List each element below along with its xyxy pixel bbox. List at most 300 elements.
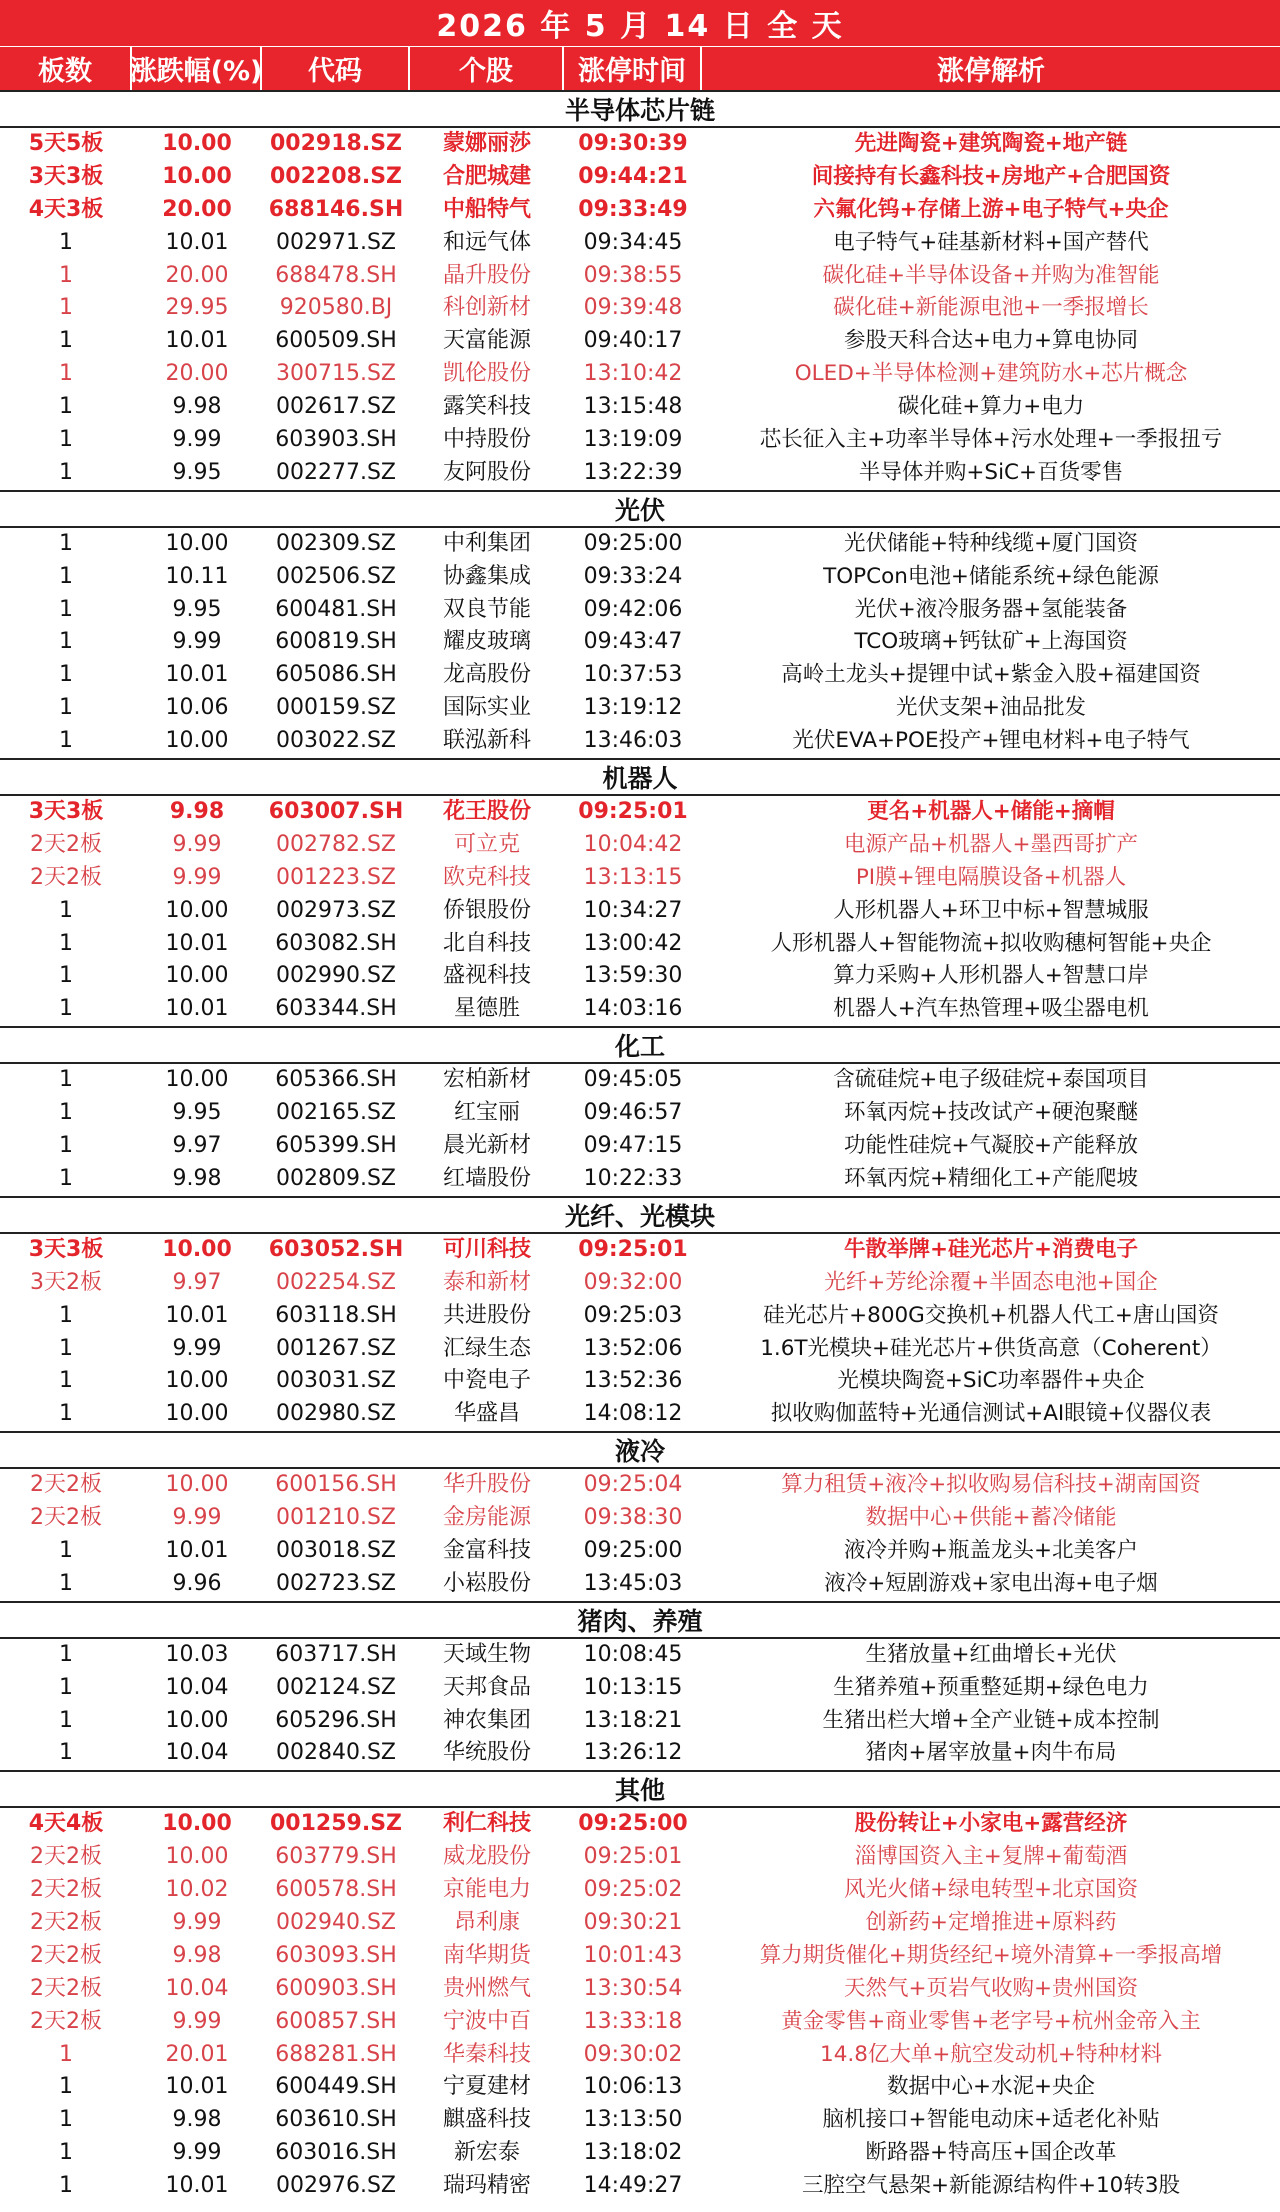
cell-change: 10.01	[165, 930, 229, 956]
cell-time: 13:33:18	[583, 2008, 683, 2034]
cell-boards: 1	[59, 2140, 73, 2166]
cell-reason: 断路器+特高压+国企改革	[865, 2140, 1117, 2166]
table-row	[0, 1973, 1280, 2006]
header-code: 代码	[262, 47, 410, 90]
cell-change: 10.00	[165, 1067, 229, 1093]
cell-boards: 1	[59, 427, 73, 453]
cell-change: 10.00	[165, 1472, 229, 1498]
section-heading: 半导体芯片链	[0, 92, 1280, 128]
cell-stock: 合肥城建	[442, 163, 531, 189]
cell-time: 09:30:21	[583, 1909, 683, 1935]
cell-boards: 3天3板	[28, 1236, 104, 1262]
table-row	[0, 1502, 1280, 1535]
table-row	[0, 960, 1280, 993]
cell-time: 09:25:00	[583, 530, 683, 556]
cell-boards: 2天2板	[30, 1472, 102, 1498]
cell-reason: 人形机器人+环卫中标+智慧城服	[833, 897, 1149, 923]
cell-boards: 1	[59, 662, 73, 688]
cell-time: 10:34:27	[583, 897, 683, 923]
cell-boards: 1	[59, 2107, 73, 2133]
table-row	[0, 594, 1280, 627]
cell-reason: 生猪出栏大增+全产业链+成本控制	[822, 1707, 1160, 1733]
table-row	[0, 659, 1280, 692]
table-row	[0, 1234, 1280, 1267]
table-row	[0, 796, 1280, 829]
cell-stock: 新宏泰	[453, 2140, 520, 2166]
cell-time: 09:38:30	[583, 1505, 683, 1531]
cell-stock: 麒盛科技	[442, 2107, 531, 2133]
cell-boards: 1	[59, 530, 73, 556]
table-row	[0, 1907, 1280, 1940]
cell-time: 09:25:03	[583, 1302, 683, 1328]
section-heading: 光伏	[0, 492, 1280, 528]
cell-code: 001259.SZ	[270, 1811, 402, 1837]
cell-boards: 1	[59, 229, 73, 255]
cell-time: 09:47:15	[583, 1133, 683, 1159]
table-row	[0, 358, 1280, 391]
cell-reason: 半导体并购+SiC+百货零售	[858, 459, 1124, 485]
cell-boards: 3天2板	[30, 1269, 102, 1295]
section-heading: 化工	[0, 1028, 1280, 1064]
header-stock: 个股	[410, 47, 564, 90]
cell-change: 9.99	[172, 629, 222, 655]
cell-boards: 4天4板	[28, 1811, 104, 1837]
cell-boards: 2天2板	[30, 1844, 102, 1870]
section	[0, 1770, 1280, 2203]
header-reason: 涨停解析	[937, 56, 1045, 87]
cell-code: 920580.BJ	[279, 295, 393, 321]
cell-reason: 数据中心+水泥+央企	[886, 2074, 1096, 2100]
cell-reason: 风光火储+绿电转型+北京国资	[843, 1877, 1139, 1903]
cell-change: 10.00	[165, 1368, 229, 1394]
cell-change: 10.01	[165, 1302, 229, 1328]
cell-stock: 北自科技	[442, 930, 531, 956]
cell-reason: 14.8亿大单+航空发动机+特种材料	[820, 2041, 1162, 2067]
cell-code: 603093.SH	[275, 1942, 397, 1968]
cell-stock: 中持股份	[442, 427, 531, 453]
cell-time: 10:04:42	[583, 831, 683, 857]
cell-reason: 六氟化钨+存储上游+电子特气+央企	[813, 196, 1169, 222]
cell-boards: 1	[59, 262, 73, 288]
table-row	[0, 1705, 1280, 1738]
cell-time: 13:00:42	[583, 930, 683, 956]
cell-reason: 算力租赁+液冷+拟收购易信科技+湖南国资	[781, 1472, 1201, 1498]
cell-boards: 1	[59, 1368, 73, 1394]
cell-stock: 联泓新科	[442, 728, 531, 754]
cell-time: 10:13:15	[583, 1674, 683, 1700]
cell-change: 9.98	[172, 1165, 222, 1191]
cell-time: 09:46:57	[583, 1100, 683, 1126]
table-row	[0, 1097, 1280, 1130]
section-heading: 光纤、光模块	[0, 1198, 1280, 1234]
cell-change: 9.97	[172, 1269, 222, 1295]
cell-change: 9.99	[172, 2140, 222, 2166]
table-row	[0, 1333, 1280, 1366]
cell-change: 9.99	[172, 1505, 222, 1531]
cell-change: 9.98	[172, 1942, 222, 1968]
cell-stock: 中瓷电子	[442, 1368, 531, 1394]
cell-reason: 碳化硅+算力+电力	[897, 394, 1085, 420]
cell-code: 605086.SH	[275, 662, 397, 688]
cell-change: 9.95	[172, 459, 222, 485]
table-row	[0, 1398, 1280, 1431]
cell-boards: 1	[59, 1335, 73, 1361]
cell-boards: 1	[59, 629, 73, 655]
cell-boards: 1	[59, 459, 73, 485]
cell-change: 10.00	[162, 163, 232, 189]
cell-reason: 环氧丙烷+精细化工+产能爬坡	[843, 1165, 1139, 1191]
cell-boards: 1	[59, 2074, 73, 2100]
cell-boards: 1	[59, 295, 73, 321]
cell-change: 9.99	[172, 1335, 222, 1361]
table-row	[0, 2104, 1280, 2137]
table-row	[0, 993, 1280, 1026]
section	[0, 1601, 1280, 1771]
cell-reason: 硅光芯片+800G交换机+机器人代工+唐山国资	[763, 1302, 1219, 1328]
table-row	[0, 457, 1280, 490]
cell-reason: 猪肉+屠宰放量+肉牛布局	[865, 1740, 1117, 1766]
cell-code: 688146.SH	[268, 196, 404, 222]
cell-code: 002165.SZ	[275, 1100, 396, 1126]
cell-reason: 光伏储能+特种线缆+厦门国资	[843, 530, 1139, 556]
cell-change: 10.00	[165, 963, 229, 989]
cell-reason: 先进陶瓷+建筑陶瓷+地产链	[854, 131, 1128, 156]
cell-time: 09:39:48	[583, 295, 683, 321]
cell-change: 9.97	[172, 1133, 222, 1159]
table-row	[0, 1535, 1280, 1568]
cell-stock: 华统股份	[442, 1740, 531, 1766]
cell-reason: 光模块陶瓷+SiC功率器件+央企	[837, 1368, 1145, 1394]
cell-change: 20.00	[162, 196, 232, 222]
cell-stock: 和远气体	[442, 229, 531, 255]
cell-change: 10.00	[165, 1401, 229, 1427]
table-row	[0, 1737, 1280, 1770]
cell-time: 09:25:01	[578, 799, 688, 825]
cell-stock: 金富科技	[442, 1537, 531, 1563]
cell-code: 002990.SZ	[275, 963, 396, 989]
cell-time: 09:25:00	[578, 1811, 688, 1837]
table-row	[0, 1672, 1280, 1705]
table-row	[0, 1940, 1280, 1973]
cell-boards: 1	[59, 1740, 73, 1766]
section	[0, 758, 1280, 1026]
cell-change: 10.01	[165, 996, 229, 1022]
cell-reason: 股份转让+小家电+露营经济	[854, 1811, 1128, 1837]
cell-stock: 盛视科技	[442, 963, 531, 989]
cell-reason: TCO玻璃+钙钛矿+上海国资	[854, 629, 1128, 655]
table-row	[0, 2071, 1280, 2104]
cell-boards: 1	[59, 394, 73, 420]
table-row	[0, 2170, 1280, 2203]
table-row	[0, 2137, 1280, 2170]
table-row	[0, 1064, 1280, 1097]
cell-code: 603717.SH	[275, 1641, 397, 1667]
cell-code: 002940.SZ	[275, 1909, 396, 1935]
cell-change: 10.00	[162, 1236, 232, 1262]
cell-time: 13:13:15	[583, 864, 683, 890]
cell-stock: 瑞玛精密	[442, 2173, 531, 2199]
cell-change: 20.01	[165, 2041, 229, 2067]
cell-time: 09:25:00	[583, 1537, 683, 1563]
cell-time: 13:18:02	[583, 2140, 683, 2166]
cell-boards: 1	[59, 897, 73, 923]
cell-reason: 光伏+液冷服务器+氢能装备	[854, 596, 1128, 622]
cell-code: 600156.SH	[275, 1472, 397, 1498]
table-row	[0, 2006, 1280, 2039]
cell-stock: 花王股份	[442, 799, 531, 825]
cell-time: 09:42:06	[583, 596, 683, 622]
cell-boards: 1	[59, 1707, 73, 1733]
cell-boards: 1	[59, 1165, 73, 1191]
table-row	[0, 227, 1280, 260]
cell-change: 10.04	[165, 1975, 229, 2001]
cell-reason: TOPCon电池+储能系统+绿色能源	[823, 563, 1159, 589]
cell-change: 10.01	[165, 2173, 229, 2199]
cell-stock: 神农集团	[442, 1707, 531, 1733]
cell-reason: 算力期货催化+期货经纪+境外清算+一季报高增	[759, 1942, 1223, 1968]
cell-time: 13:59:30	[583, 963, 683, 989]
cell-reason: 牛散举牌+硅光芯片+消费电子	[843, 1236, 1139, 1262]
cell-time: 13:52:06	[583, 1335, 683, 1361]
cell-code: 603903.SH	[275, 427, 397, 453]
cell-code: 600578.SH	[275, 1877, 397, 1903]
cell-code: 600509.SH	[275, 328, 397, 354]
cell-code: 002971.SZ	[275, 229, 396, 255]
table-row	[0, 194, 1280, 227]
cell-stock: 耀皮玻璃	[442, 629, 531, 655]
cell-code: 603007.SH	[268, 799, 404, 825]
table-row	[0, 725, 1280, 758]
cell-stock: 蒙娜丽莎	[442, 131, 531, 156]
cell-code: 002124.SZ	[275, 1674, 396, 1700]
cell-time: 13:10:42	[583, 361, 683, 387]
section	[0, 1431, 1280, 1601]
cell-time: 10:37:53	[583, 662, 683, 688]
cell-boards: 1	[59, 2173, 73, 2199]
cell-stock: 金房能源	[442, 1505, 531, 1531]
section	[0, 490, 1280, 758]
cell-boards: 1	[59, 1570, 73, 1596]
cell-change: 9.98	[169, 799, 225, 825]
cell-change: 10.00	[162, 131, 232, 156]
table-row	[0, 128, 1280, 161]
cell-code: 002782.SZ	[275, 831, 396, 857]
cell-code: 600481.SH	[275, 596, 397, 622]
cell-boards: 1	[59, 1401, 73, 1427]
cell-boards: 1	[59, 695, 73, 721]
cell-reason: 环氧丙烷+技改试产+硬泡聚醚	[843, 1100, 1139, 1126]
cell-boards: 5天5板	[28, 131, 104, 156]
cell-code: 605296.SH	[275, 1707, 397, 1733]
cell-reason: 电子特气+硅基新材料+国产替代	[833, 229, 1149, 255]
table-row	[0, 1130, 1280, 1163]
cell-reason: 更名+机器人+储能+摘帽	[867, 799, 1115, 825]
cell-code: 002973.SZ	[275, 897, 396, 923]
cell-reason: 光伏支架+油品批发	[895, 695, 1086, 721]
table-row	[0, 260, 1280, 293]
cell-stock: 露笑科技	[442, 394, 531, 420]
cell-stock: 利仁科技	[442, 1811, 531, 1837]
cell-stock: 汇绿生态	[442, 1335, 531, 1361]
cell-change: 10.11	[165, 563, 229, 589]
cell-code: 603118.SH	[275, 1302, 397, 1328]
cell-code: 300715.SZ	[275, 361, 396, 387]
cell-code: 605366.SH	[275, 1067, 397, 1093]
cell-reason: 光纤+芳纶涂覆+半固态电池+国企	[824, 1269, 1158, 1295]
cell-reason: 光伏EVA+POE投产+锂电材料+电子特气	[792, 728, 1190, 754]
cell-code: 002723.SZ	[275, 1570, 396, 1596]
cell-reason: 液冷并购+瓶盖龙头+北美客户	[843, 1537, 1139, 1563]
cell-stock: 红宝丽	[453, 1100, 520, 1126]
cell-boards: 1	[59, 563, 73, 589]
cell-time: 09:32:00	[583, 1269, 683, 1295]
cell-stock: 天邦食品	[442, 1674, 531, 1700]
cell-boards: 1	[59, 328, 73, 354]
cell-time: 09:44:21	[578, 163, 688, 189]
section	[0, 90, 1280, 490]
cell-stock: 京能电力	[442, 1877, 531, 1903]
cell-change: 29.95	[165, 295, 229, 321]
cell-reason: 参股天科合达+电力+算电协同	[843, 328, 1139, 354]
table-row	[0, 2039, 1280, 2072]
cell-boards: 2天2板	[30, 1975, 102, 2001]
cell-change: 10.01	[165, 662, 229, 688]
cell-stock: 小崧股份	[442, 1570, 531, 1596]
cell-stock: 中利集团	[442, 530, 531, 556]
table-row	[0, 626, 1280, 659]
cell-change: 10.00	[162, 1811, 232, 1837]
cell-time: 09:38:55	[583, 262, 683, 288]
cell-change: 10.01	[165, 229, 229, 255]
cell-boards: 1	[59, 1133, 73, 1159]
cell-code: 002309.SZ	[275, 530, 396, 556]
cell-stock: 红墙股份	[442, 1165, 531, 1191]
cell-code: 603082.SH	[275, 930, 397, 956]
cell-boards: 2天2板	[30, 1909, 102, 1935]
cell-change: 9.99	[172, 1909, 222, 1935]
cell-change: 10.00	[165, 530, 229, 556]
cell-change: 10.03	[165, 1641, 229, 1667]
cell-boards: 1	[59, 1641, 73, 1667]
cell-time: 13:46:03	[583, 728, 683, 754]
table-row	[0, 1808, 1280, 1841]
cell-change: 10.00	[165, 1707, 229, 1733]
cell-boards: 1	[59, 2041, 73, 2067]
table-title: 2026 年 5 月 14 日 全 天	[0, 0, 1280, 47]
cell-time: 09:25:01	[583, 1844, 683, 1870]
cell-reason: 人形机器人+智能物流+拟收购穗柯智能+央企	[770, 930, 1212, 956]
cell-stock: 威龙股份	[442, 1844, 531, 1870]
cell-time: 09:25:01	[578, 1236, 688, 1262]
header-boards: 板数	[0, 47, 132, 90]
cell-code: 002277.SZ	[275, 459, 396, 485]
cell-stock: 宁夏建材	[442, 2074, 531, 2100]
cell-reason: 间接持有长鑫科技+房地产+合肥国资	[811, 163, 1171, 189]
cell-boards: 1	[59, 361, 73, 387]
cell-code: 603610.SH	[275, 2107, 397, 2133]
table-row	[0, 895, 1280, 928]
cell-change: 9.99	[172, 2008, 222, 2034]
cell-boards: 1	[59, 930, 73, 956]
cell-code: 002918.SZ	[270, 131, 402, 156]
cell-reason: 拟收购伽蓝特+光通信测试+AI眼镜+仪器仪表	[770, 1401, 1212, 1427]
cell-reason: 功能性硅烷+气凝胶+产能释放	[843, 1133, 1139, 1159]
cell-code: 002840.SZ	[275, 1740, 396, 1766]
cell-stock: 华秦科技	[442, 2041, 531, 2067]
cell-reason: PI膜+锂电隔膜设备+机器人	[855, 864, 1127, 890]
cell-code: 600449.SH	[275, 2074, 397, 2100]
table-row	[0, 528, 1280, 561]
table-row	[0, 1874, 1280, 1907]
table-row	[0, 325, 1280, 358]
cell-stock: 天富能源	[442, 328, 531, 354]
cell-stock: 泰和新材	[442, 1269, 531, 1295]
cell-time: 13:18:21	[583, 1707, 683, 1733]
section	[0, 1026, 1280, 1196]
section-heading: 液冷	[0, 1433, 1280, 1469]
cell-time: 13:19:09	[583, 427, 683, 453]
cell-reason: 电源产品+机器人+墨西哥扩产	[843, 831, 1139, 857]
cell-stock: 欧克科技	[442, 864, 531, 890]
cell-reason: 数据中心+供能+蓄冷储能	[865, 1505, 1117, 1531]
cell-time: 13:13:50	[583, 2107, 683, 2133]
cell-time: 10:22:33	[583, 1165, 683, 1191]
cell-reason: 碳化硅+新能源电池+一季报增长	[833, 295, 1149, 321]
cell-stock: 晨光新材	[442, 1133, 531, 1159]
table-row	[0, 1365, 1280, 1398]
header-time: 涨停时间	[564, 47, 702, 90]
cell-change: 10.01	[165, 328, 229, 354]
cell-time: 09:33:24	[583, 563, 683, 589]
cell-code: 600857.SH	[275, 2008, 397, 2034]
cell-stock: 共进股份	[442, 1302, 531, 1328]
cell-code: 001210.SZ	[275, 1505, 396, 1531]
cell-boards: 1	[59, 1067, 73, 1093]
header-change: 涨跌幅(%)	[132, 47, 262, 90]
cell-change: 9.98	[172, 394, 222, 420]
cell-code: 003018.SZ	[275, 1537, 396, 1563]
cell-change: 20.00	[165, 262, 229, 288]
cell-stock: 双良节能	[442, 596, 531, 622]
cell-time: 13:45:03	[583, 1570, 683, 1596]
cell-stock: 晶升股份	[442, 262, 531, 288]
cell-reason: 含硫硅烷+电子级硅烷+泰国项目	[833, 1067, 1149, 1093]
cell-change: 9.98	[172, 2107, 222, 2133]
cell-code: 688281.SH	[275, 2041, 397, 2067]
table-row	[0, 292, 1280, 325]
cell-reason: 芯长征入主+功率半导体+污水处理+一季报扭亏	[759, 427, 1223, 453]
cell-change: 10.02	[165, 1877, 229, 1903]
cell-stock: 国际实业	[442, 695, 531, 721]
table-row	[0, 1300, 1280, 1333]
cell-time: 09:34:45	[583, 229, 683, 255]
cell-reason: 生猪养殖+预重整延期+绿色电力	[833, 1674, 1149, 1700]
cell-stock: 华盛昌	[453, 1401, 520, 1427]
cell-reason: 淄博国资入主+复牌+葡萄酒	[854, 1844, 1128, 1870]
cell-boards: 2天2板	[30, 1877, 102, 1903]
cell-stock: 协鑫集成	[442, 563, 531, 589]
cell-code: 002208.SZ	[270, 163, 402, 189]
cell-stock: 星德胜	[453, 996, 520, 1022]
cell-code: 001223.SZ	[275, 864, 396, 890]
cell-code: 600903.SH	[275, 1975, 397, 2001]
table-row	[0, 561, 1280, 594]
cell-reason: 1.6T光模块+硅光芯片+供货高意（Coherent）	[760, 1335, 1222, 1361]
cell-time: 14:49:27	[583, 2173, 683, 2199]
cell-boards: 1	[59, 596, 73, 622]
cell-code: 000159.SZ	[275, 695, 396, 721]
cell-stock: 龙高股份	[442, 662, 531, 688]
